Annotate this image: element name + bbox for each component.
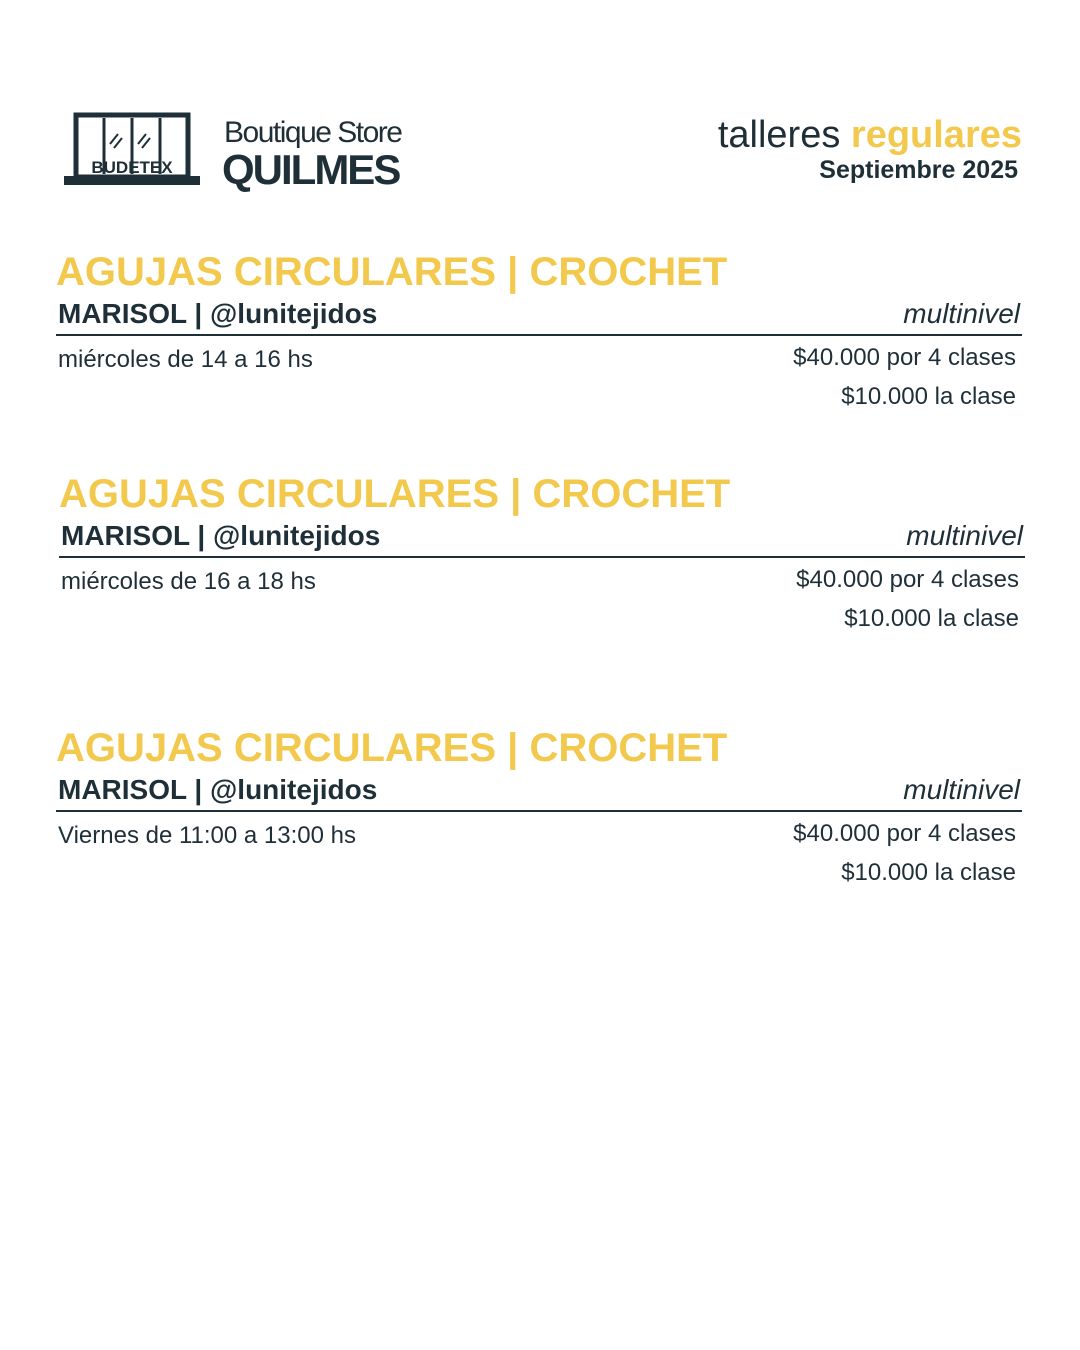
workshop-schedule: Viernes de 11:00 a 13:00 hs bbox=[58, 822, 357, 849]
workshop-price-single: $10.000 la clase bbox=[841, 859, 1016, 886]
workshop-level: multinivel bbox=[903, 774, 1020, 805]
workshop-schedule: miércoles de 14 a 16 hs bbox=[58, 346, 313, 373]
page-title-word2: regulares bbox=[850, 114, 1022, 156]
workshop-price-package: $40.000 por 4 clases bbox=[796, 566, 1019, 593]
header bbox=[0, 0, 1080, 220]
workshop-card bbox=[59, 472, 1027, 647]
workshop-level: multinivel bbox=[903, 298, 1020, 329]
divider bbox=[56, 810, 1022, 812]
workshop-teacher: MARISOL | @lunitejidos bbox=[58, 774, 378, 805]
workshop-price-single: $10.000 la clase bbox=[844, 605, 1019, 632]
workshop-card bbox=[56, 726, 1024, 901]
workshop-title: AGUJAS CIRCULARES | CROCHET bbox=[59, 472, 731, 516]
page-title-word1: talleres bbox=[717, 114, 841, 156]
workshop-price-single: $10.000 la clase bbox=[841, 383, 1016, 410]
brand-name: QUILMES bbox=[222, 146, 400, 193]
svg-text:BUDETEX: BUDETEX bbox=[91, 158, 173, 177]
workshop-title: AGUJAS CIRCULARES | CROCHET bbox=[56, 726, 728, 770]
workshop-teacher: MARISOL | @lunitejidos bbox=[58, 298, 378, 329]
divider bbox=[56, 334, 1022, 336]
page-title bbox=[718, 114, 1022, 157]
divider bbox=[59, 556, 1025, 558]
workshop-title: AGUJAS CIRCULARES | CROCHET bbox=[56, 250, 728, 294]
workshop-schedule: miércoles de 16 a 18 hs bbox=[61, 568, 316, 595]
store-logo-icon bbox=[62, 112, 202, 190]
brand-subtitle: Boutique Store bbox=[224, 116, 402, 149]
workshop-teacher: MARISOL | @lunitejidos bbox=[61, 520, 381, 551]
workshop-level: multinivel bbox=[906, 520, 1023, 551]
workshop-price-package: $40.000 por 4 clases bbox=[793, 344, 1016, 371]
page-date: Septiembre 2025 bbox=[819, 156, 1018, 184]
workshop-card bbox=[56, 250, 1024, 425]
workshop-price-package: $40.000 por 4 clases bbox=[793, 820, 1016, 847]
